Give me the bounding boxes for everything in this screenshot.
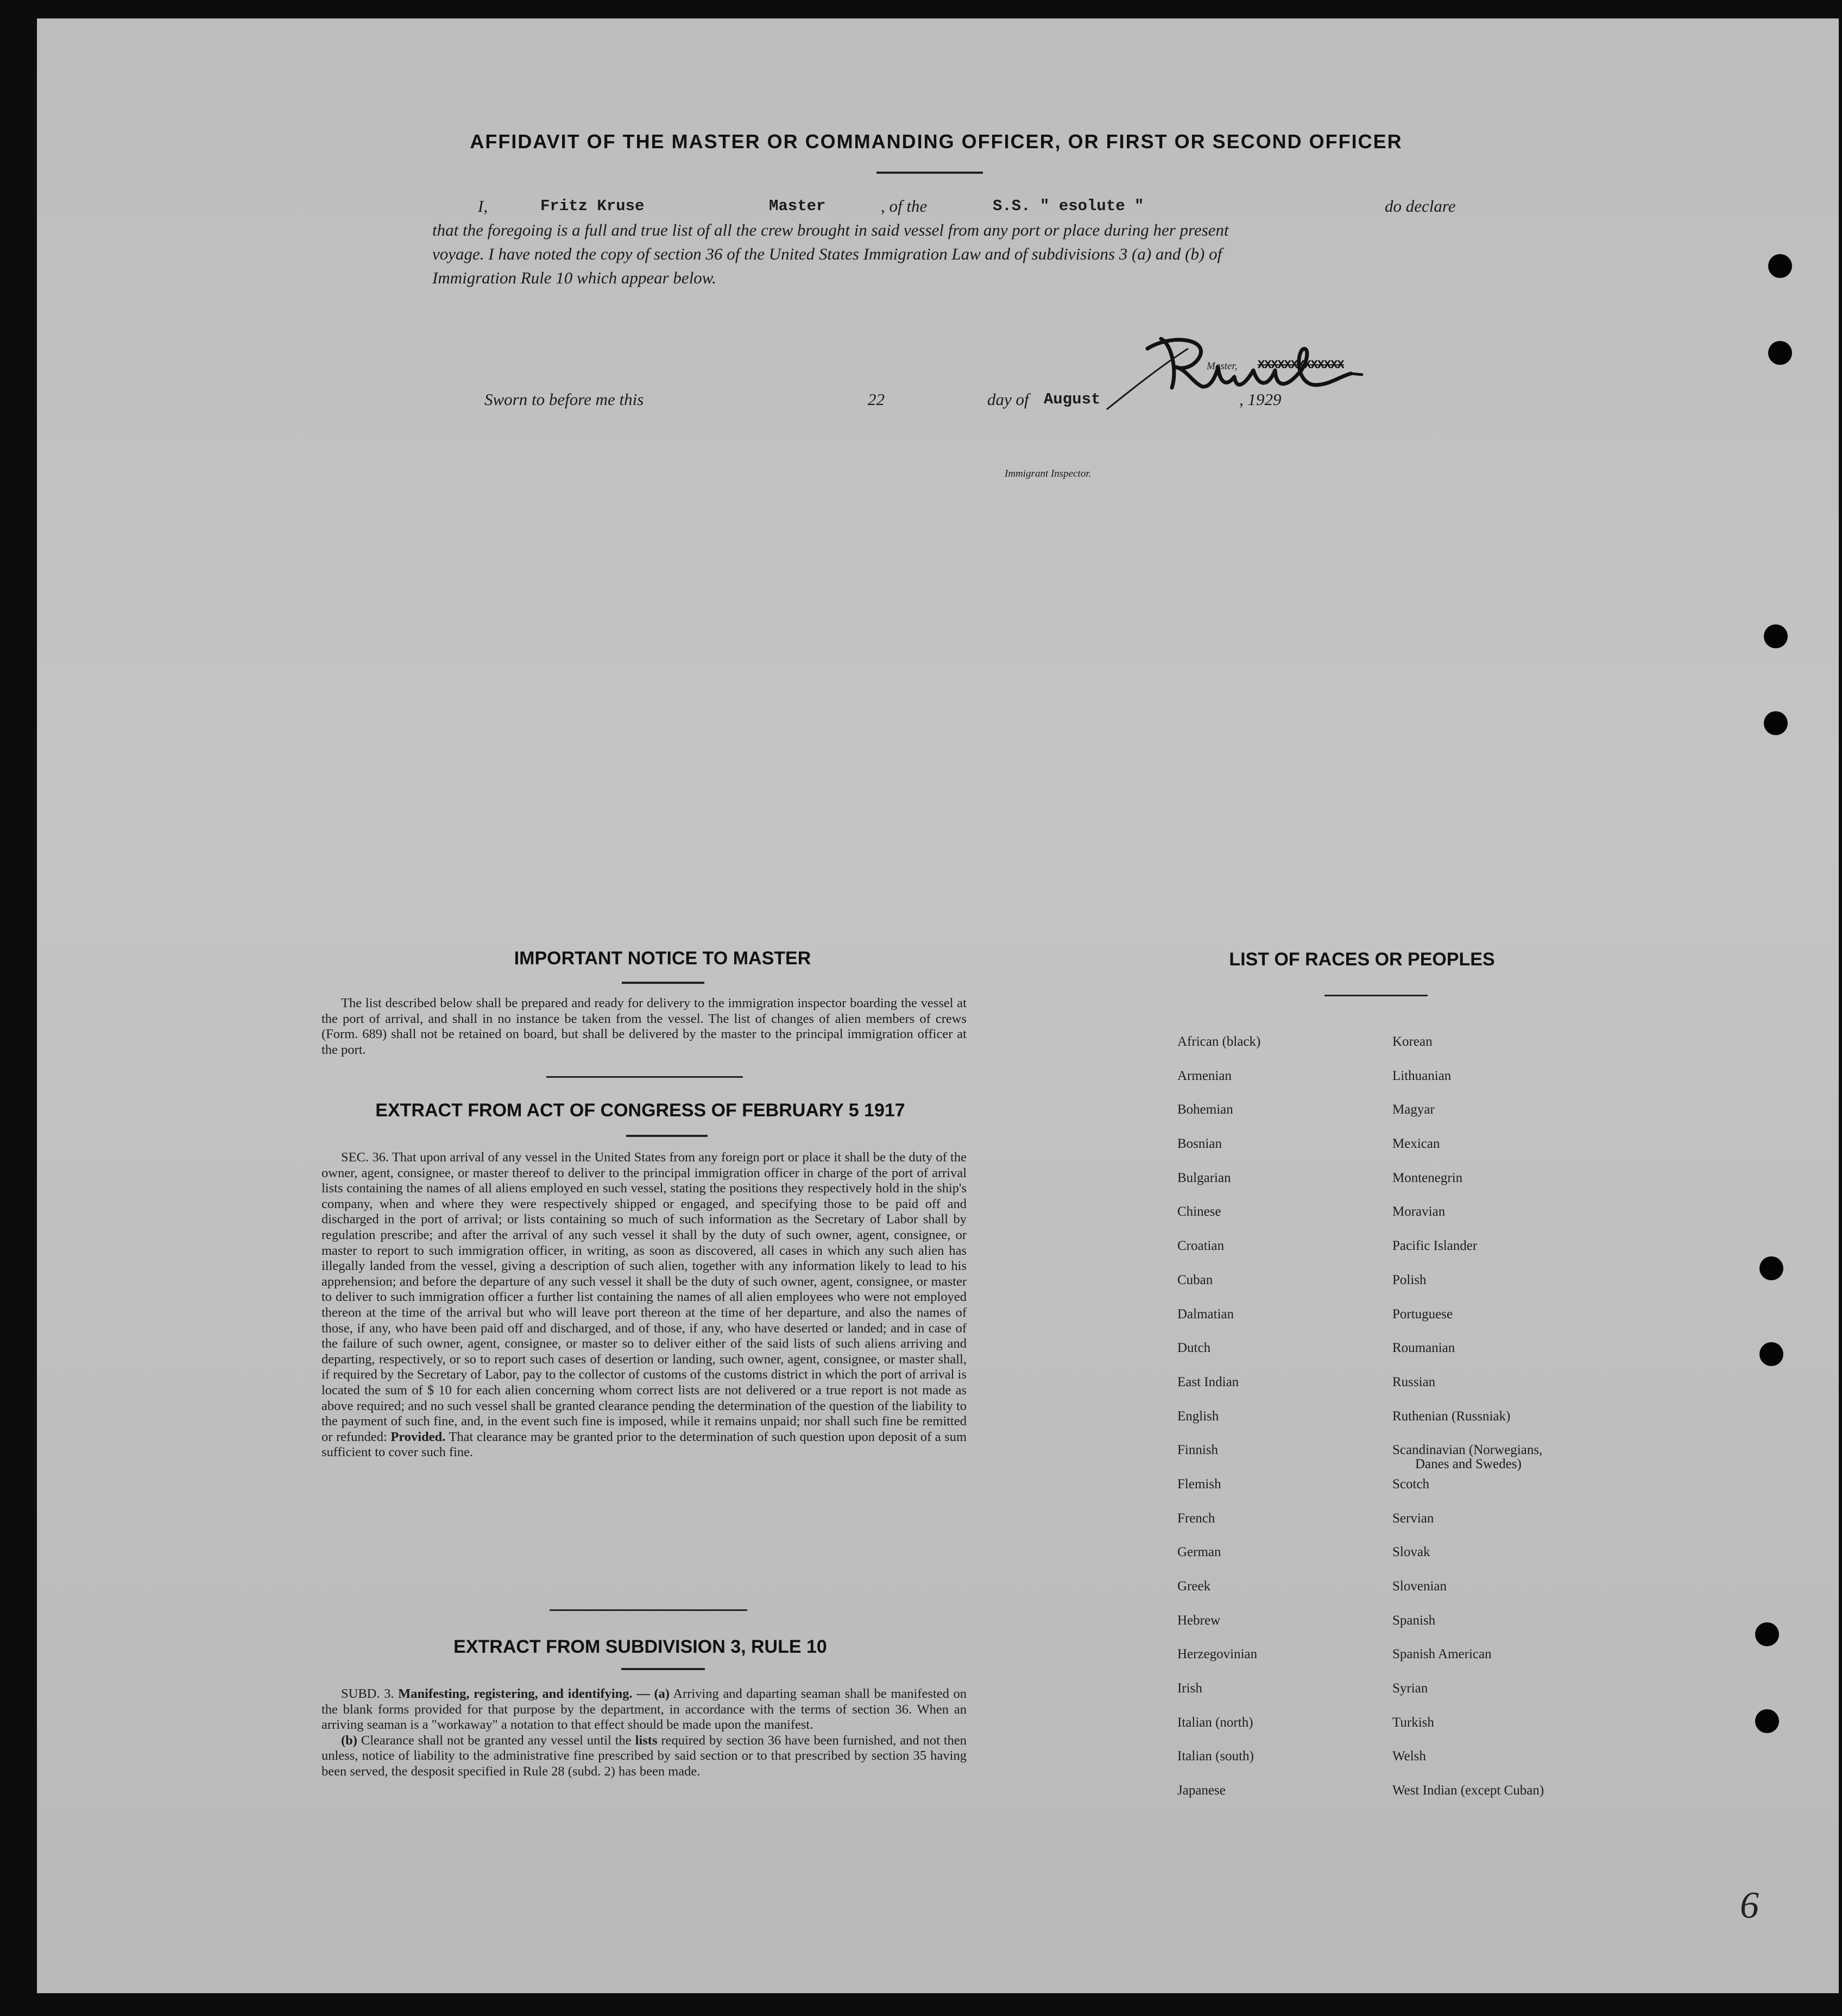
- race-item: Italian (north): [1177, 1715, 1253, 1730]
- race-item: Welsh: [1392, 1749, 1426, 1764]
- races-left-column: [1177, 1034, 1260, 1817]
- race-item: English: [1177, 1408, 1219, 1424]
- race-item: Korean: [1392, 1034, 1433, 1049]
- race-item: Herzegovinian: [1177, 1647, 1258, 1662]
- notice-section-rule: [546, 1076, 743, 1078]
- race-item: Moravian: [1392, 1204, 1446, 1219]
- race-item: Scotch: [1392, 1476, 1430, 1492]
- sec-36-provided: Provided.: [390, 1429, 446, 1444]
- sworn-line: [484, 388, 1299, 412]
- subd-b-label: (b): [341, 1733, 357, 1748]
- race-item: Montenegrin: [1392, 1170, 1463, 1185]
- race-item: German: [1177, 1545, 1221, 1560]
- race-item-continuation: Danes and Swedes): [1415, 1457, 1522, 1471]
- race-item: West Indian (except Cuban): [1392, 1783, 1544, 1798]
- vessel-name: S.S. " esolute ": [993, 197, 1144, 215]
- race-item: East Indian: [1177, 1374, 1239, 1389]
- extract-rule-body: [321, 1686, 967, 1780]
- inspector-label: Immigrant Inspector.: [1005, 468, 1092, 479]
- race-item: Dalmatian: [1177, 1306, 1234, 1322]
- race-item: Finnish: [1177, 1443, 1219, 1458]
- notice-title: IMPORTANT NOTICE TO MASTER: [514, 948, 811, 969]
- race-item: Mexican: [1392, 1136, 1440, 1152]
- sworn-year: , 1929: [1239, 390, 1282, 409]
- race-item: Hebrew: [1177, 1613, 1221, 1628]
- race-item: Polish: [1392, 1272, 1427, 1287]
- race-item: Bohemian: [1177, 1102, 1233, 1117]
- sworn-month: August: [1044, 390, 1101, 408]
- race-item: Turkish: [1392, 1715, 1434, 1730]
- race-item: Lithuanian: [1392, 1068, 1452, 1083]
- declaration-of-the: , of the: [881, 197, 928, 216]
- page-number: 6: [1740, 1885, 1759, 1926]
- race-item: Ruthenian (Russniak): [1392, 1408, 1511, 1424]
- race-item: Magyar: [1392, 1102, 1435, 1117]
- sworn-day: 22: [868, 390, 885, 409]
- race-item: Servian: [1392, 1511, 1434, 1526]
- race-item: Syrian: [1392, 1681, 1428, 1696]
- race-item: Slovenian: [1392, 1579, 1447, 1594]
- race-item: Russian: [1392, 1374, 1436, 1389]
- master-name: Fritz Kruse: [540, 197, 645, 215]
- extract-rule-title-rule: [621, 1668, 705, 1670]
- race-item: Chinese: [1177, 1204, 1221, 1219]
- subd-b-paragraph: [321, 1733, 967, 1780]
- race-item: Italian (south): [1177, 1749, 1254, 1764]
- sec-36-text: SEC. 36. That upon arrival of any vessel in the United States from any foreign port or place it shall be the duty of the owner, agent, consignee, or master thereof to deliver to the principal immigration officer in charge of the port of arrival lists containing the names of all aliens employed en such vessel, stating the positions they respectively hold in the ship's company, when and where they were respectively shipped or engaged, and specifying those to be paid off and discharged in the port of arrival; or lists containing so much of such information as the Secretary of Labor shall by regulation prescribe; and after the arrival of any such vessel it shall by the duty of such owner, agent, consignee, or master to report to such immigration officer, in writing, as soon as discovered, all cases in which any such alien has illegally landed from the vessel, giving a description of such alien, together with any information likely to lead to his apprehension; and before the departure of any such vessel it shall be the duty of such owner, agent, consignee, or master to deliver to such immigration officer a further list containing the names of all alien employees who were not employed thereon at the time of the arrival but who will leave port thereon at the time of her departure, and also the names of those, if any, who have been paid off and discharged, and of those, if any, who have deserted or landed; and in case of the failure of such owner, agent, consignee, or master so to deliver either of the said lists of such aliens arriving and departing, respectively, or so to report such cases of desertion or landing, such owner, agent, consignee, or master shall, if required by the Secretary of Labor, pay to the collector of customs of the customs district in which the port of arrival is located the sum of $ 10 for each alien concerning whom correct lists are not delivered or a true report is not made as above required; and no such vessel shall be granted clearance pending the determination of the question of the liability to the payment of such fine, and, in the event such fine is imposed, while it remains unpaid; nor shall such fine be remitted or refunded:: [321, 1150, 967, 1444]
- race-item: Greek: [1177, 1579, 1211, 1594]
- races-title-rule: [1324, 995, 1428, 996]
- declaration-line-1: [478, 194, 1477, 218]
- subd-a-paragraph: [321, 1686, 967, 1733]
- extract-rule-title: EXTRACT FROM SUBDIVISION 3, RULE 10: [453, 1636, 827, 1657]
- race-item: Portuguese: [1392, 1306, 1453, 1322]
- subd-b-text-1: Clearance shall not be granted any vessel until the: [361, 1733, 632, 1748]
- race-item: Spanish American: [1392, 1647, 1492, 1662]
- punch-hole: [1764, 624, 1788, 648]
- sworn-lead: Sworn to before me this: [484, 390, 644, 409]
- punch-hole: [1768, 254, 1792, 278]
- notice-paragraph: The list described below shall be prepared and ready for delivery to the immigration inspector boarding the vessel at the port of arrival, and shall in no instance be taken from the vessel. The list of changes of alien members of crews (Form. 689) shall not be retained on board, but shall be delivered by the master to the principal immigration officer at the port.: [321, 996, 967, 1057]
- sec-36-text-end: That clearance may be granted prior to the determination of such question upon deposit of a sum sufficient to cover such fine.: [321, 1429, 967, 1460]
- races-right-column: [1392, 1034, 1544, 1817]
- notice-body: [321, 996, 967, 1058]
- affidavit-title-rule: [876, 172, 983, 174]
- master-rank: Master: [769, 197, 826, 215]
- race-item: Japanese: [1177, 1783, 1226, 1798]
- subd-b-lists: lists: [635, 1733, 658, 1748]
- punch-hole: [1759, 1256, 1783, 1280]
- race-item: Slovak: [1392, 1545, 1430, 1560]
- subd-a-text: Arriving and daparting seaman shall be manifested on the blank forms provided for that purpose by the department, in accordance with the terms of section 36. When an arriving seaman is a "workaway" a notation to that effect should be made upon the manifest.: [321, 1686, 967, 1733]
- subd-a-heading: Manifesting, registering, and identifying. — (a): [398, 1686, 670, 1701]
- declaration-line-4: Immigration Rule 10 which appear below.: [432, 268, 716, 287]
- declaration-line-2: that the foregoing is a full and true list of all the crew brought in said vessel from any port or place during her present: [432, 220, 1229, 239]
- declaration-end: do declare: [1385, 197, 1456, 216]
- race-item: Cuban: [1177, 1272, 1213, 1287]
- race-item: Dutch: [1177, 1341, 1211, 1356]
- signature-struck-title: XXXXXXXXXXXXX: [1258, 358, 1344, 372]
- punch-hole: [1755, 1622, 1779, 1646]
- document-page: [37, 18, 1839, 1993]
- race-item: Croatian: [1177, 1238, 1225, 1254]
- sec-36-paragraph: [321, 1150, 967, 1461]
- race-item: Pacific Islander: [1392, 1238, 1478, 1254]
- declaration-lead: I,: [478, 197, 488, 216]
- race-item: Armenian: [1177, 1068, 1232, 1083]
- race-item: Flemish: [1177, 1476, 1221, 1492]
- affidavit-title: AFFIDAVIT OF THE MASTER OR COMMANDING OFFICER, OR FIRST OR SECOND OFFICER: [470, 130, 1403, 153]
- punch-hole: [1755, 1709, 1779, 1733]
- notice-title-rule: [622, 982, 704, 984]
- extract-act-section-rule: [550, 1609, 747, 1611]
- race-item: Scandinavian (Norwegians,: [1392, 1443, 1543, 1458]
- subd-b-text-2: required by section 36 have been furnished, and not then unless, notice of liability to the administrative fine prescribed by said section or to that prescribed by section 35 having been served, the desposit specified in Rule 28 (subd. 2) has been made.: [321, 1733, 967, 1779]
- extract-act-title: EXTRACT FROM ACT OF CONGRESS OF FEBRUARY 5 1917: [375, 1100, 905, 1121]
- race-item: French: [1177, 1511, 1215, 1526]
- races-title: LIST OF RACES OR PEOPLES: [1229, 949, 1495, 970]
- subd-label: SUBD. 3.: [341, 1686, 394, 1701]
- race-item: Bulgarian: [1177, 1170, 1231, 1185]
- sworn-day-of: day of: [987, 390, 1029, 409]
- race-item: Roumanian: [1392, 1341, 1455, 1356]
- punch-hole: [1764, 711, 1788, 735]
- punch-hole: [1768, 341, 1792, 365]
- extract-act-title-rule: [626, 1135, 708, 1137]
- race-item: African (black): [1177, 1034, 1261, 1049]
- race-item: Spanish: [1392, 1613, 1436, 1628]
- declaration-line-3: voyage. I have noted the copy of section 36 of the United States Immigration Law and of subdivisions 3 (a) and (b) of: [432, 244, 1222, 263]
- race-item: Irish: [1177, 1681, 1202, 1696]
- signature-label: Master,: [1207, 361, 1238, 372]
- punch-hole: [1759, 1342, 1783, 1366]
- race-item: Bosnian: [1177, 1136, 1222, 1152]
- extract-act-body: [321, 1150, 967, 1461]
